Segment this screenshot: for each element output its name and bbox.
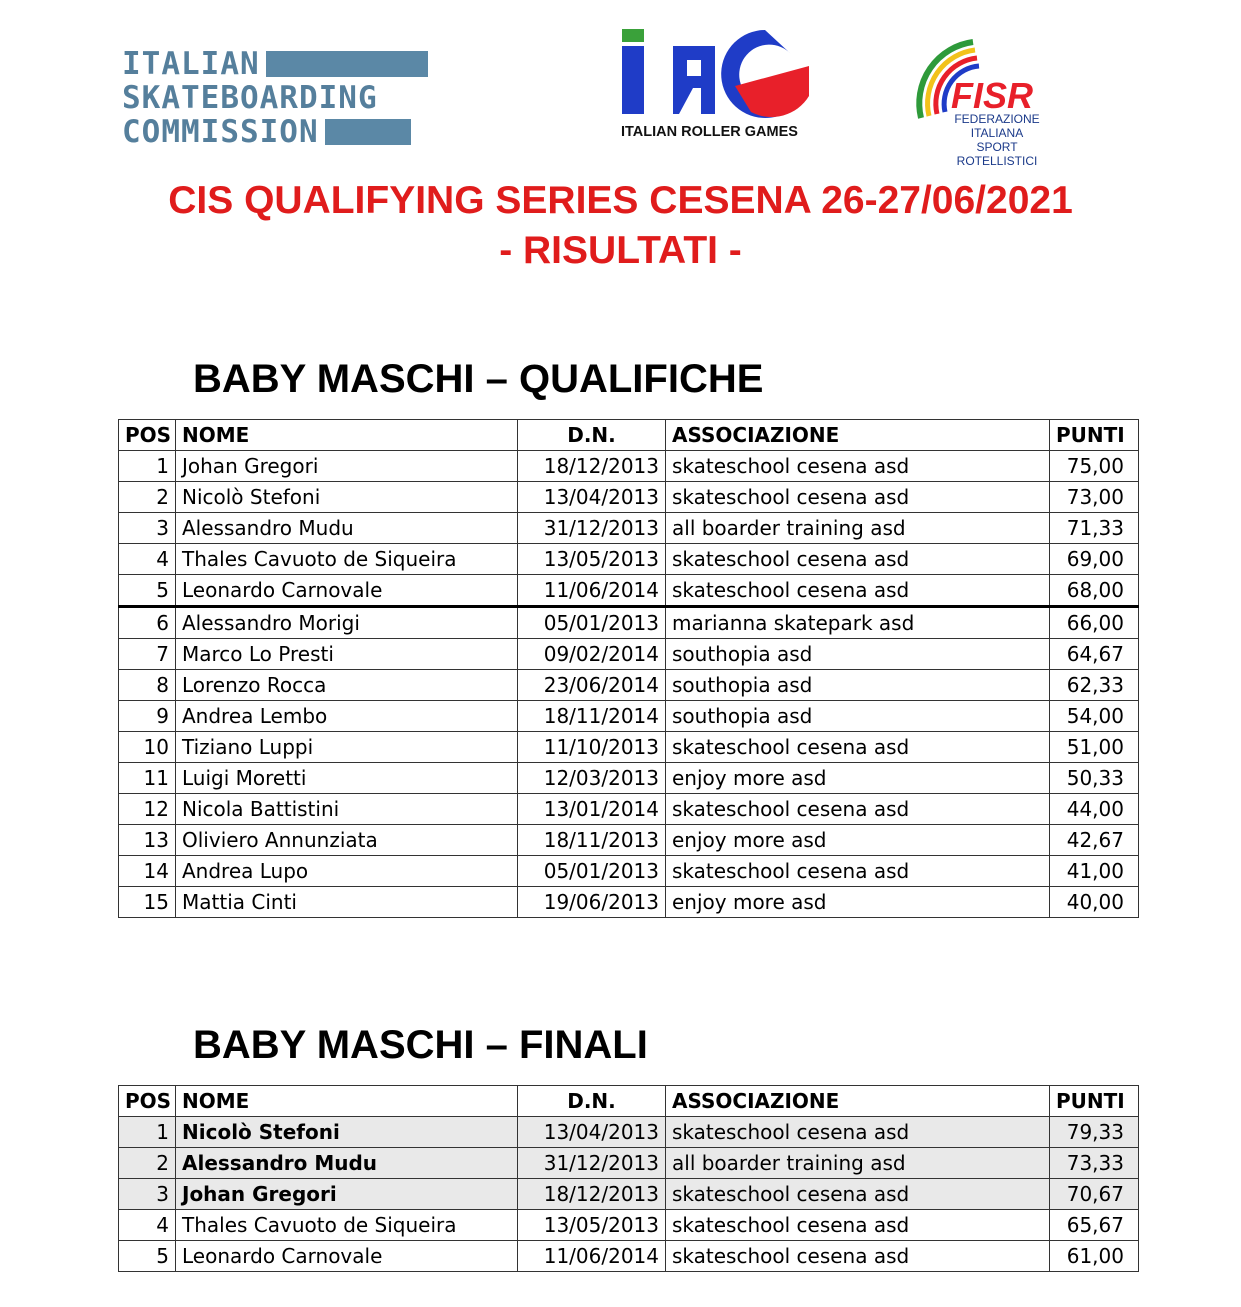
cell-associazione: marianna skatepark asd [666,607,1050,639]
cell-punti: 62,33 [1050,670,1139,701]
table-row [119,856,1139,887]
cell-punti: 66,00 [1050,607,1139,639]
cell-associazione: enjoy more asd [666,887,1050,918]
page-title: CIS QUALIFYING SERIES CESENA 26-27/06/2021 [168,179,1073,222]
cell-pos: 4 [119,1210,176,1241]
cell-nome: Lorenzo Rocca [176,670,518,701]
cell-pos: 9 [119,701,176,732]
cell-associazione: enjoy more asd [666,825,1050,856]
cell-punti: 71,33 [1050,513,1139,544]
cell-pos: 13 [119,825,176,856]
cell-pos: 7 [119,639,176,670]
cell-pos: 3 [119,513,176,544]
cell-associazione: skateschool cesena asd [666,482,1050,513]
isc-logo-line-1: ITALIAN [122,48,428,80]
cell-punti: 70,67 [1050,1179,1139,1210]
table-header-row [119,420,1139,451]
cell-pos: 1 [119,451,176,482]
cell-punti: 73,33 [1050,1148,1139,1179]
table-row [119,1148,1139,1179]
cell-associazione: skateschool cesena asd [666,1210,1050,1241]
cell-punti: 50,33 [1050,763,1139,794]
cell-dn: 18/11/2013 [518,825,666,856]
cell-punti: 44,00 [1050,794,1139,825]
cell-punti: 79,33 [1050,1117,1139,1148]
cell-dn: 13/04/2013 [518,482,666,513]
irg-logo [615,26,820,146]
cell-punti: 54,00 [1050,701,1139,732]
cell-dn: 18/12/2013 [518,1179,666,1210]
cell-nome: Mattia Cinti [176,887,518,918]
cell-nome: Thales Cavuoto de Siqueira [176,1210,518,1241]
col-header-associazione: ASSOCIAZIONE [666,420,1050,451]
cell-nome: Alessandro Mudu [176,1148,518,1179]
fisr-logo-wordmark: FISR [951,75,1034,116]
table-row [119,575,1139,607]
cell-pos: 14 [119,856,176,887]
results-table-finali [118,1085,1139,1272]
cell-pos: 1 [119,1117,176,1148]
cell-associazione: southopia asd [666,670,1050,701]
cell-associazione: all boarder training asd [666,1148,1050,1179]
table-row [119,639,1139,670]
page-subtitle: - RISULTATI - [499,229,742,272]
cell-punti: 65,67 [1050,1210,1139,1241]
cell-pos: 2 [119,482,176,513]
table-row [119,763,1139,794]
cell-dn: 18/11/2014 [518,701,666,732]
cell-dn: 13/01/2014 [518,794,666,825]
cell-nome: Alessandro Mudu [176,513,518,544]
cell-associazione: skateschool cesena asd [666,1117,1050,1148]
table-row [119,1210,1139,1241]
cell-associazione: skateschool cesena asd [666,1241,1050,1272]
table-row [119,607,1139,639]
table-row [119,482,1139,513]
cell-pos: 15 [119,887,176,918]
col-header-dn: D.N. [518,1086,666,1117]
cell-associazione: all boarder training asd [666,513,1050,544]
cell-nome: Nicolò Stefoni [176,482,518,513]
cell-punti: 61,00 [1050,1241,1139,1272]
cell-associazione: southopia asd [666,701,1050,732]
cell-punti: 69,00 [1050,544,1139,575]
cell-dn: 11/06/2014 [518,1241,666,1272]
cell-dn: 09/02/2014 [518,639,666,670]
cell-nome: Alessandro Morigi [176,607,518,639]
isc-logo [122,48,467,148]
cell-dn: 05/01/2013 [518,607,666,639]
cell-dn: 11/06/2014 [518,575,666,607]
cell-nome: Leonardo Carnovale [176,1241,518,1272]
cell-associazione: skateschool cesena asd [666,451,1050,482]
cell-pos: 10 [119,732,176,763]
cell-pos: 5 [119,1241,176,1272]
cell-dn: 18/12/2013 [518,451,666,482]
table-row [119,544,1139,575]
cell-dn: 13/04/2013 [518,1117,666,1148]
col-header-punti: PUNTI [1050,1086,1139,1117]
table-row [119,794,1139,825]
col-header-pos: POS [119,420,176,451]
cell-punti: 68,00 [1050,575,1139,607]
fisr-logo-caption: FEDERAZIONE ITALIANA SPORT ROTELLISTICI [954,112,1040,168]
cell-dn: 23/06/2014 [518,670,666,701]
cell-pos: 5 [119,575,176,607]
isc-logo-line-3: COMMISSION [122,116,411,148]
cell-nome: Thales Cavuoto de Siqueira [176,544,518,575]
cell-pos: 8 [119,670,176,701]
cell-punti: 64,67 [1050,639,1139,670]
cell-nome: Andrea Lembo [176,701,518,732]
cell-nome: Nicolò Stefoni [176,1117,518,1148]
col-header-nome: NOME [176,420,518,451]
cell-dn: 05/01/2013 [518,856,666,887]
cell-nome: Tiziano Luppi [176,732,518,763]
results-table-qualifiche [118,419,1139,918]
table-row [119,701,1139,732]
section-title-finali: BABY MASCHI – FINALI [193,1023,648,1067]
cell-associazione: skateschool cesena asd [666,856,1050,887]
cell-associazione: skateschool cesena asd [666,732,1050,763]
cell-pos: 11 [119,763,176,794]
table-row [119,825,1139,856]
section-title-qualifiche: BABY MASCHI – QUALIFICHE [193,357,764,401]
fisr-logo [903,30,1053,168]
cell-punti: 41,00 [1050,856,1139,887]
cell-nome: Leonardo Carnovale [176,575,518,607]
cell-punti: 73,00 [1050,482,1139,513]
col-header-dn: D.N. [518,420,666,451]
isc-logo-bar [266,51,428,77]
table-row [119,451,1139,482]
table-row [119,670,1139,701]
cell-nome: Oliviero Annunziata [176,825,518,856]
cell-pos: 6 [119,607,176,639]
col-header-associazione: ASSOCIAZIONE [666,1086,1050,1117]
table-header-row [119,1086,1139,1117]
cell-dn: 13/05/2013 [518,1210,666,1241]
cell-dn: 11/10/2013 [518,732,666,763]
cell-nome: Marco Lo Presti [176,639,518,670]
cell-pos: 3 [119,1179,176,1210]
cell-nome: Johan Gregori [176,451,518,482]
fisr-logo-mark [903,30,1053,120]
table-row [119,513,1139,544]
cell-dn: 31/12/2013 [518,1148,666,1179]
col-header-punti: PUNTI [1050,420,1139,451]
irg-logo-caption: ITALIAN ROLLER GAMES [621,124,798,140]
cell-associazione: skateschool cesena asd [666,1179,1050,1210]
cell-nome: Luigi Moretti [176,763,518,794]
cell-pos: 2 [119,1148,176,1179]
cell-dn: 31/12/2013 [518,513,666,544]
irg-logo-mark [615,26,820,146]
table-row [119,1241,1139,1272]
table-row [119,1117,1139,1148]
cell-associazione: southopia asd [666,639,1050,670]
col-header-pos: POS [119,1086,176,1117]
cell-nome: Nicola Battistini [176,794,518,825]
cell-pos: 12 [119,794,176,825]
col-header-nome: NOME [176,1086,518,1117]
cell-associazione: skateschool cesena asd [666,544,1050,575]
cell-dn: 12/03/2013 [518,763,666,794]
isc-logo-bar [325,119,411,145]
table-row [119,887,1139,918]
cell-punti: 75,00 [1050,451,1139,482]
cell-nome: Johan Gregori [176,1179,518,1210]
cell-pos: 4 [119,544,176,575]
cell-nome: Andrea Lupo [176,856,518,887]
cell-dn: 13/05/2013 [518,544,666,575]
isc-logo-line-2: SKATEBOARDING [122,80,378,116]
cell-associazione: enjoy more asd [666,763,1050,794]
cell-dn: 19/06/2013 [518,887,666,918]
cell-punti: 40,00 [1050,887,1139,918]
cell-associazione: skateschool cesena asd [666,575,1050,607]
table-row [119,1179,1139,1210]
cell-associazione: skateschool cesena asd [666,794,1050,825]
cell-punti: 42,67 [1050,825,1139,856]
table-row [119,732,1139,763]
cell-punti: 51,00 [1050,732,1139,763]
